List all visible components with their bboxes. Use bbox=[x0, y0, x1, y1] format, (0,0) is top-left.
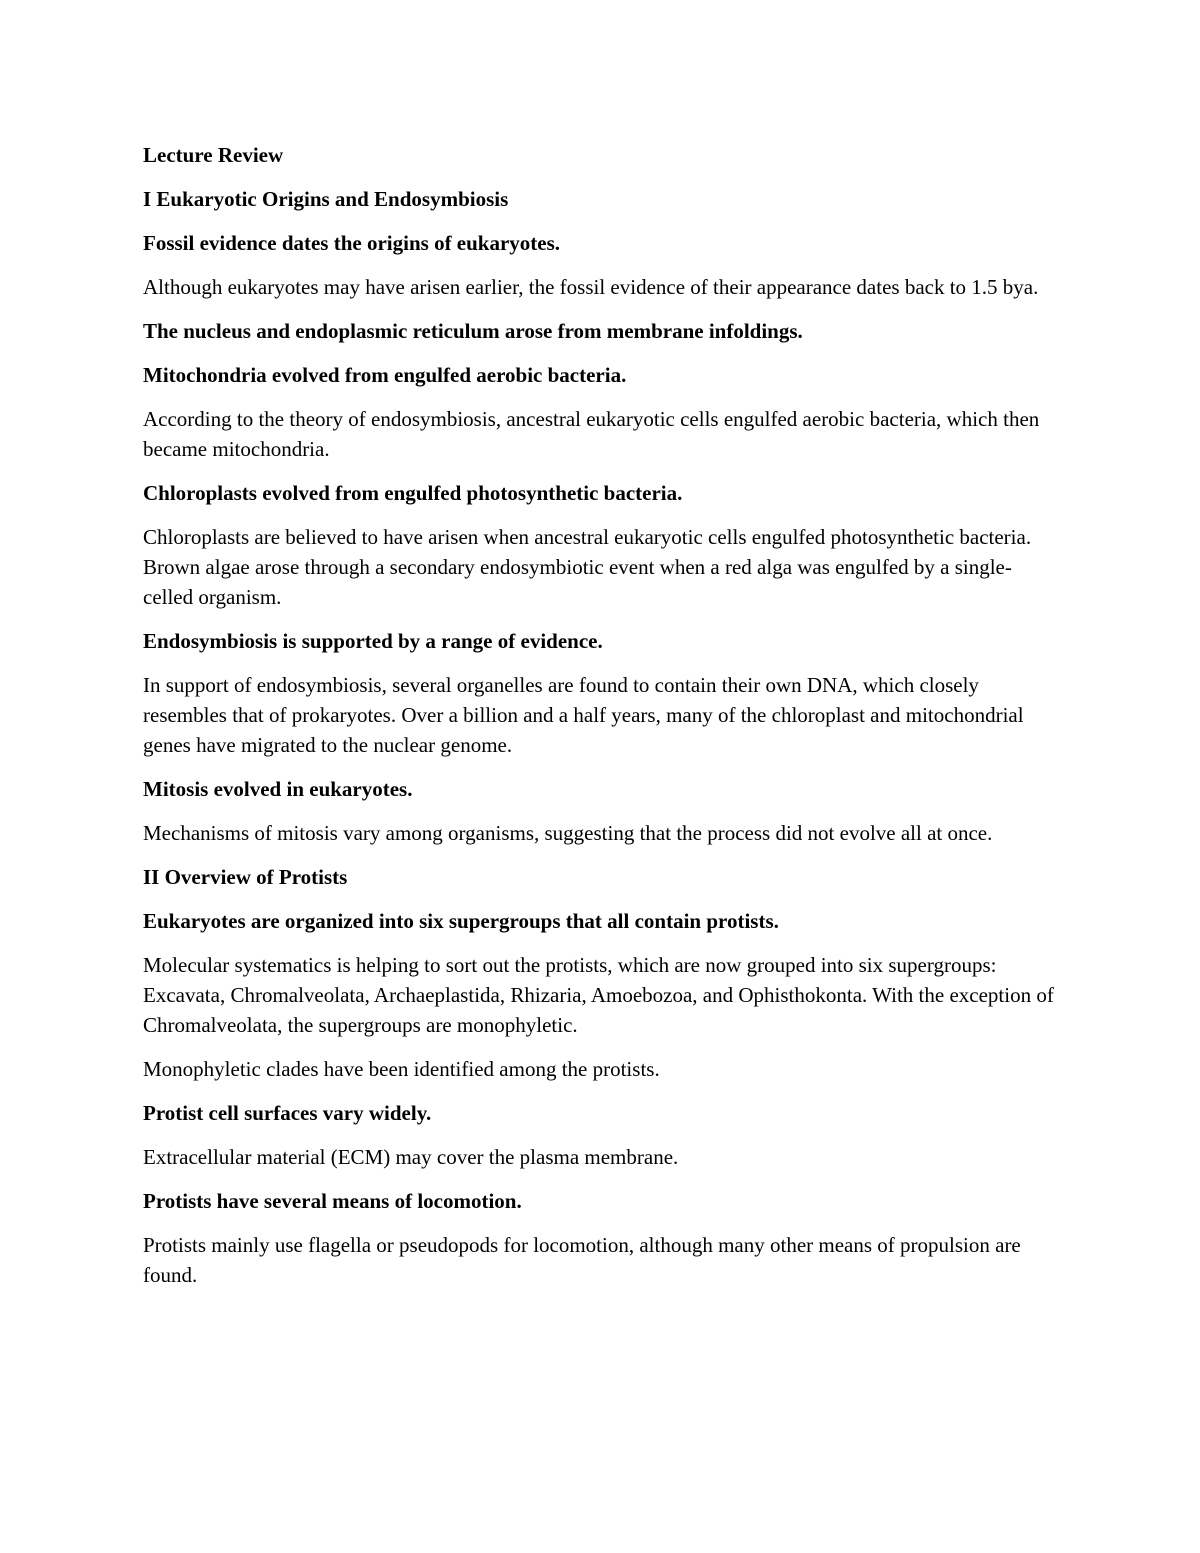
subsection-heading: Mitochondria evolved from engulfed aerobic bacteria. bbox=[143, 363, 627, 387]
body-paragraph: Molecular systematics is helping to sort out the protists, which are now grouped into six supergroups: Excavata, Chromalveolata, Archaeplastida, Rhizaria, Amoebozoa, and Ophisthokonta. With the exception of Chromalveolata, the supergroups are monophyletic. bbox=[143, 953, 1054, 1037]
subsection-heading: Protists have several means of locomotion. bbox=[143, 1189, 522, 1213]
subsection-heading: Chloroplasts evolved from engulfed photosynthetic bacteria. bbox=[143, 481, 683, 505]
body-paragraph: Monophyletic clades have been identified among the protists. bbox=[143, 1057, 660, 1081]
subsection-heading: Protist cell surfaces vary widely. bbox=[143, 1101, 432, 1125]
document-page bbox=[143, 140, 1058, 1304]
body-paragraph: Although eukaryotes may have arisen earlier, the fossil evidence of their appearance dates back to 1.5 bya. bbox=[143, 275, 1039, 299]
subsection-heading: Mitosis evolved in eukaryotes. bbox=[143, 777, 413, 801]
body-paragraph: Chloroplasts are believed to have arisen when ancestral eukaryotic cells engulfed photosynthetic bacteria. Brown algae arose through a secondary endosymbiotic event when a red alga was engulfed by a single-celled organism. bbox=[143, 525, 1032, 609]
section-heading: I Eukaryotic Origins and Endosymbiosis bbox=[143, 187, 509, 211]
body-paragraph: Extracellular material (ECM) may cover the plasma membrane. bbox=[143, 1145, 679, 1169]
body-paragraph: Protists mainly use flagella or pseudopods for locomotion, although many other means of propulsion are found. bbox=[143, 1233, 1021, 1287]
document-title: Lecture Review bbox=[143, 143, 284, 167]
section-heading: II Overview of Protists bbox=[143, 865, 348, 889]
subsection-heading: Eukaryotes are organized into six supergroups that all contain protists. bbox=[143, 909, 779, 933]
subsection-heading: The nucleus and endoplasmic reticulum arose from membrane infoldings. bbox=[143, 319, 803, 343]
body-paragraph: In support of endosymbiosis, several organelles are found to contain their own DNA, which closely resembles that of prokaryotes. Over a billion and a half years, many of the chloroplast and mitochondrial genes have migrated to the nuclear genome. bbox=[143, 673, 1024, 757]
subsection-heading: Endosymbiosis is supported by a range of evidence. bbox=[143, 629, 603, 653]
body-paragraph: Mechanisms of mitosis vary among organisms, suggesting that the process did not evolve all at once. bbox=[143, 821, 993, 845]
subsection-heading: Fossil evidence dates the origins of eukaryotes. bbox=[143, 231, 561, 255]
body-paragraph: According to the theory of endosymbiosis, ancestral eukaryotic cells engulfed aerobic bacteria, which then became mitochondria. bbox=[143, 407, 1040, 461]
